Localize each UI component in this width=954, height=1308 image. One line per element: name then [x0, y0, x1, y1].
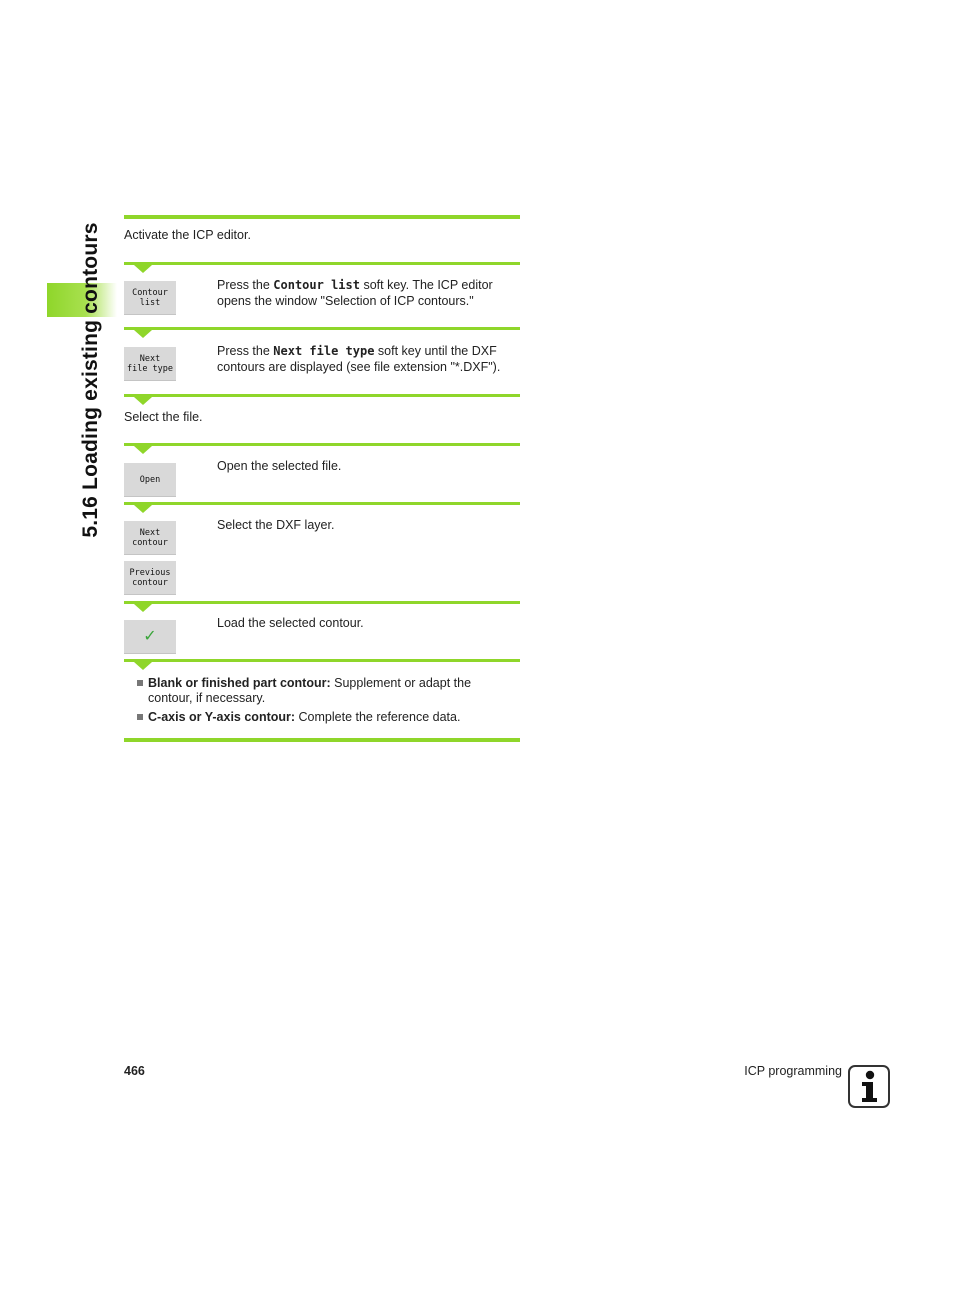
load-text: Load the selected contour. [217, 616, 364, 630]
contour-list-softkey[interactable]: Contour list [124, 281, 176, 315]
list-item: Blank or finished part contour: Supplement or adapt the contour, if necessary. [137, 676, 517, 705]
divider [124, 443, 520, 446]
step-arrow [134, 662, 152, 670]
chapter-name: ICP programming [744, 1064, 842, 1078]
open-text: Open the selected file. [217, 459, 342, 473]
step-arrow [134, 397, 152, 405]
list-item: C-axis or Y-axis contour: Complete the reference data. [137, 710, 517, 725]
step-arrow [134, 505, 152, 513]
divider [124, 215, 520, 219]
divider [124, 659, 520, 662]
divider [124, 601, 520, 604]
info-glyph [850, 1067, 888, 1106]
step-activate-text: Activate the ICP editor. [124, 228, 251, 242]
load-contour-softkey[interactable] [124, 620, 176, 654]
step-arrow [134, 330, 152, 338]
previous-contour-softkey[interactable]: Previous contour [124, 561, 176, 595]
step-arrow [134, 604, 152, 612]
divider [124, 262, 520, 265]
bullet-square-icon [137, 714, 143, 720]
next-contour-softkey[interactable]: Next contour [124, 521, 176, 555]
next-file-type-key-name: Next file type [273, 344, 375, 358]
info-icon [848, 1065, 890, 1108]
step-arrow [134, 265, 152, 273]
next-file-type-softkey[interactable]: Next file type [124, 347, 176, 381]
step-arrow [134, 446, 152, 454]
next-file-type-text: Press the Next file type soft key until the DXF contours are displayed (see file extension "*.DXF"). [217, 344, 501, 374]
open-softkey[interactable]: Open [124, 463, 176, 497]
divider [124, 394, 520, 397]
divider [124, 738, 520, 742]
page-number: 466 [124, 1064, 145, 1078]
contour-list-key-name: Contour list [273, 278, 360, 292]
bullet-list [137, 676, 517, 730]
contour-list-text: Press the Contour list soft key. The ICP editor opens the window "Selection of ICP contours." [217, 278, 493, 308]
divider [124, 502, 520, 505]
select-file-text: Select the file. [124, 410, 203, 424]
layer-text: Select the DXF layer. [217, 518, 335, 532]
divider [124, 327, 520, 330]
section-title: 5.16 Loading existing contours [79, 222, 102, 538]
bullet-square-icon [137, 680, 143, 686]
check-icon: ✓ [143, 627, 157, 645]
